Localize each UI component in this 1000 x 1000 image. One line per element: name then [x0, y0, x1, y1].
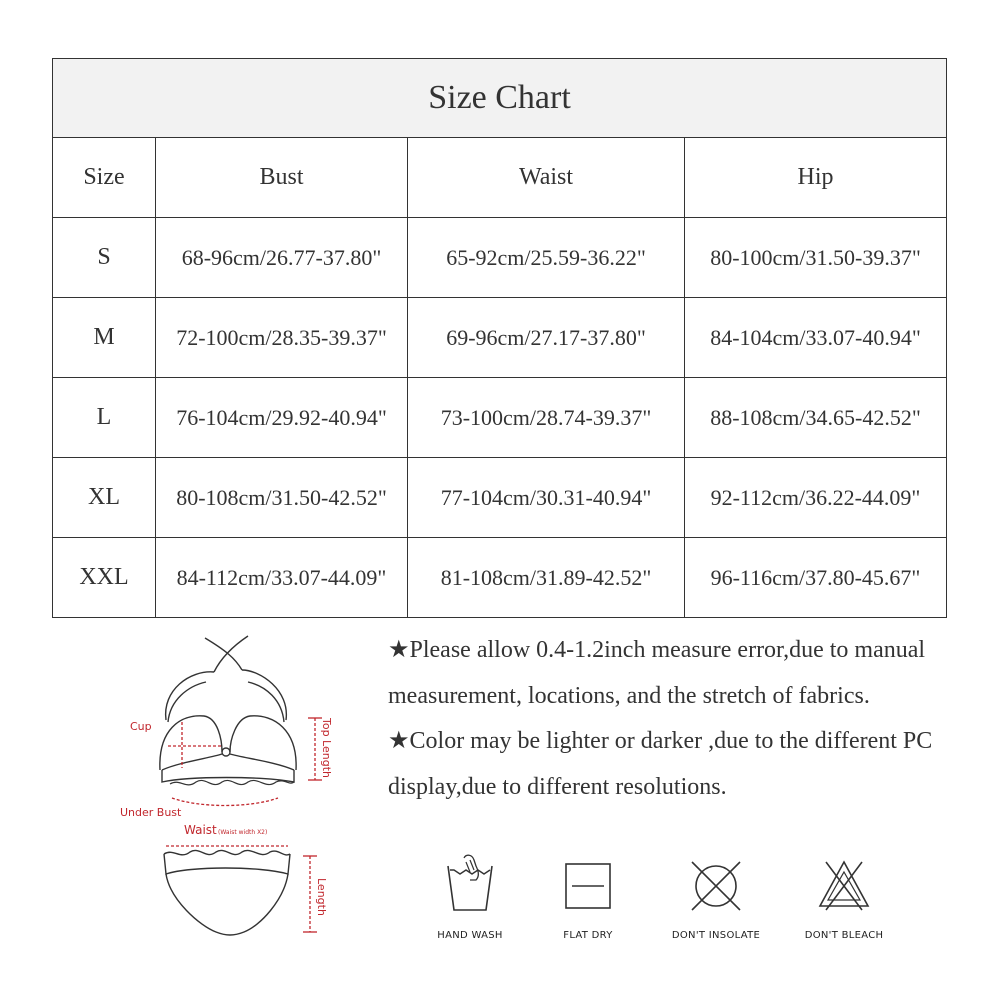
waist-cell: 65-92cm/25.59-36.22"	[408, 218, 685, 298]
bust-cell: 84-112cm/33.07-44.09"	[156, 538, 408, 618]
size-cell: XXL	[53, 538, 156, 618]
waist-note: (Waist width X2)	[218, 829, 268, 836]
top-length-label: Top Length	[320, 718, 333, 779]
measure-error-note: ★Please allow 0.4-1.2inch measure error,due to manual measurement, locations, and the stretch of fabrics.	[388, 637, 926, 709]
hand-wash-label: HAND WASH	[437, 930, 503, 941]
waist-cell: 81-108cm/31.89-42.52"	[408, 538, 685, 618]
cup-label: Cup	[130, 720, 152, 733]
flat-dry-label: FLAT DRY	[563, 930, 613, 941]
color-variance-note: ★Color may be lighter or darker ,due to the different PC display,due to different resolutions.	[388, 728, 933, 800]
bikini-bottom-illustration	[164, 850, 290, 935]
table-row	[53, 538, 947, 618]
size-chart-title: Size Chart	[53, 59, 947, 138]
bust-cell: 68-96cm/26.77-37.80"	[156, 218, 408, 298]
waist-cell: 73-100cm/28.74-39.37"	[408, 378, 685, 458]
dont-insolate-icon	[684, 852, 748, 916]
column-header-hip: Hip	[685, 138, 947, 218]
size-cell: L	[53, 378, 156, 458]
hip-cell: 84-104cm/33.07-40.94"	[685, 298, 947, 378]
size-chart	[52, 58, 946, 618]
hip-cell: 88-108cm/34.65-42.52"	[685, 378, 947, 458]
hip-cell: 80-100cm/31.50-39.37"	[685, 218, 947, 298]
flat-dry-icon	[558, 852, 618, 916]
waist-cell: 69-96cm/27.17-37.80"	[408, 298, 685, 378]
bikini-top-illustration	[160, 636, 296, 785]
dont-bleach-label: DON'T BLEACH	[804, 930, 884, 941]
care-hand-wash	[405, 852, 535, 952]
table-row	[53, 218, 947, 298]
cup-measure-arrows	[168, 722, 222, 768]
table-row	[53, 378, 947, 458]
bust-cell: 80-108cm/31.50-42.52"	[156, 458, 408, 538]
top-length-marker	[308, 718, 322, 780]
bust-cell: 76-104cm/29.92-40.94"	[156, 378, 408, 458]
dont-bleach-icon	[812, 852, 876, 916]
size-cell: M	[53, 298, 156, 378]
column-header-size: Size	[53, 138, 156, 218]
care-instructions	[405, 852, 925, 952]
waist-label: Waist	[184, 823, 217, 837]
length-marker	[303, 856, 317, 932]
table-row	[53, 458, 947, 538]
hand-wash-icon	[440, 852, 500, 916]
size-cell: S	[53, 218, 156, 298]
measurement-diagram	[110, 630, 360, 950]
under-bust-arrow	[172, 798, 278, 806]
under-bust-label: Under Bust	[120, 806, 182, 819]
hip-cell: 96-116cm/37.80-45.67"	[685, 538, 947, 618]
care-flat-dry	[523, 852, 653, 952]
care-dont-bleach	[779, 852, 909, 952]
column-header-bust: Bust	[156, 138, 408, 218]
care-dont-insolate	[651, 852, 781, 952]
size-cell: XL	[53, 458, 156, 538]
notes-section	[388, 628, 988, 810]
column-header-waist: Waist	[408, 138, 685, 218]
waist-cell: 77-104cm/30.31-40.94"	[408, 458, 685, 538]
bust-cell: 72-100cm/28.35-39.37"	[156, 298, 408, 378]
size-table	[52, 58, 947, 618]
dont-insolate-label: DON'T INSOLATE	[671, 930, 761, 941]
table-row	[53, 298, 947, 378]
hip-cell: 92-112cm/36.22-44.09"	[685, 458, 947, 538]
length-label: Length	[315, 878, 328, 916]
